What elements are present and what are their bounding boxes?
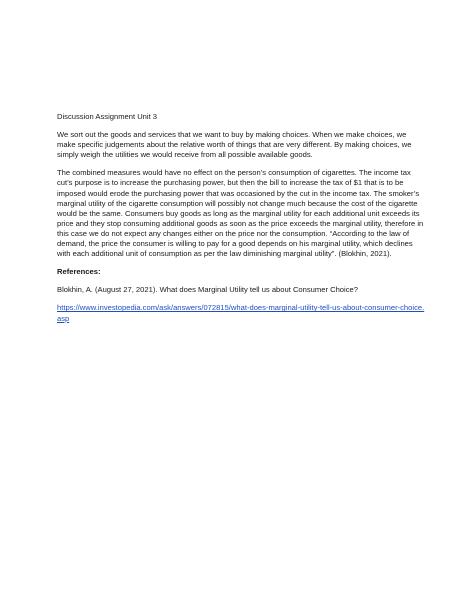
document-body <box>57 112 427 332</box>
paragraph-intro: We sort out the goods and services that we want to buy by making choices. When we make choices, we make specific judgements about the relative worth of things that are very different. By making choices, we simply weigh the utilities we would receive from all possible available goods. <box>57 130 412 160</box>
reference-citation: Blokhin, A. (August 27, 2021). What does Marginal Utility tell us about Consumer Choice? <box>57 285 358 295</box>
references-heading: References: <box>57 267 101 277</box>
reference-link[interactable]: https://www.investopedia.com/ask/answers/072815/what-does-marginal-utility-tell-us-about-consumer-choice.asp <box>57 303 425 323</box>
document-title: Discussion Assignment Unit 3 <box>57 112 158 121</box>
paragraph-analysis: The combined measures would have no effect on the person’s consumption of cigarettes. The income tax cut’s purpose is to increase the purchasing power, but then the bill to increase the tax of $1 that is to be imposed would erode the purchasing power that was occasioned by the cut in the income tax. The smoker’s marginal utility of the cigarette consumption will possibly not change much because the cost of the cigarette would be the same. Consumers buy goods as long as the marginal utility for each additional unit exceeds its price and they stop consuming additional goods as soon as the price exceeds the marginal utility, therefore in this case we do not expect any changes either on the price nor the consumption. “According to the law of demand, the price the consumer is willing to pay for a good depends on his marginal utility, which declines with each additional unit of consumption as per the law diminishing marginal utility”. (Blokhin, 2021). <box>57 168 424 259</box>
